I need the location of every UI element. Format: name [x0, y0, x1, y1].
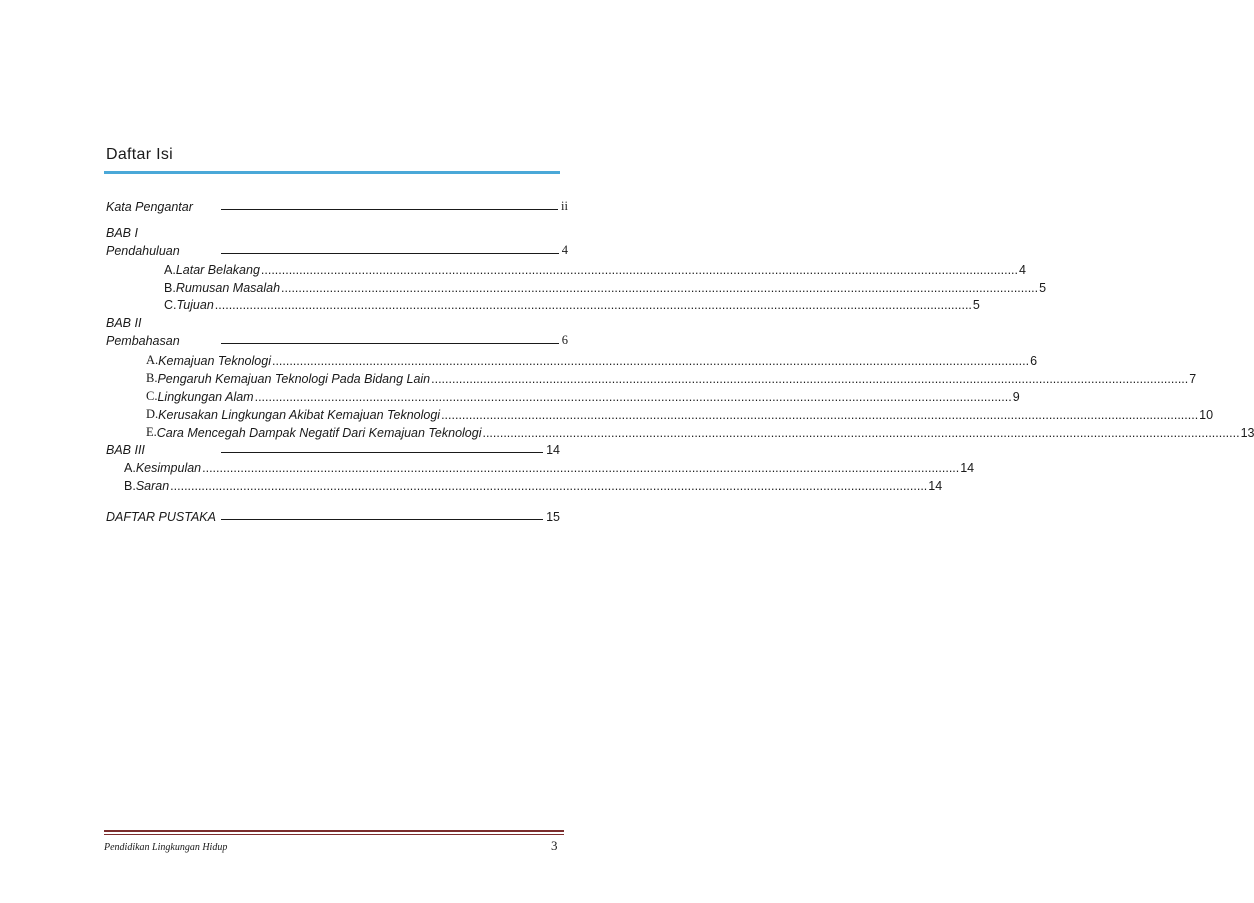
toc-page: 5 [972, 298, 980, 312]
toc-page: 14 [928, 479, 943, 493]
toc-leader: .......................................................................................................................................................................................................................... [441, 408, 1199, 422]
toc-page: 14 [960, 461, 975, 475]
toc-entry-lingkungan-alam[interactable] [146, 389, 1020, 404]
toc-entry-daftar-pustaka[interactable] [106, 510, 560, 524]
toc-entry-latar-belakang[interactable] [164, 263, 1026, 277]
toc-marker: A. [164, 263, 176, 277]
toc-page: ii [561, 199, 568, 213]
toc-label: Rumusan Masalah [175, 281, 281, 295]
toc-page: 15 [546, 510, 560, 524]
toc-leader: .......................................................................................................................................................................................................................... [431, 372, 1189, 386]
toc-entry-tujuan[interactable] [164, 298, 980, 312]
toc-label: Cara Mencegah Dampak Negatif Dari Kemajuan Teknologi [156, 426, 482, 440]
toc-entry-saran[interactable] [124, 479, 943, 493]
toc-marker: C. [146, 389, 158, 403]
footer-divider-thin [104, 834, 564, 835]
toc-entry-bab3[interactable] [106, 443, 560, 457]
toc-marker: A. [124, 461, 136, 475]
toc-leader: .......................................................................................................................................................................................................................... [254, 390, 1012, 404]
toc-label: Kemajuan Teknologi [158, 354, 271, 368]
toc-label: DAFTAR PUSTAKA [106, 510, 216, 524]
toc-underline [221, 209, 558, 210]
toc-marker: D. [146, 407, 159, 421]
toc-marker: C. [164, 298, 177, 312]
toc-page: 13 [1240, 426, 1254, 440]
footer-divider [104, 830, 564, 832]
page-title: Daftar Isi [106, 146, 174, 163]
toc-label: Kata Pengantar [106, 200, 193, 214]
toc-label: Pengaruh Kemajuan Teknologi Pada Bidang Lain [157, 372, 431, 386]
toc-label: Tujuan [176, 298, 214, 312]
toc-page: 4 [1019, 263, 1026, 277]
toc-label: Kerusakan Lingkungan Akibat Kemajuan Teknologi [158, 408, 441, 422]
toc-leader: .......................................................................................................................................................................................................................... [260, 263, 1018, 277]
toc-page: 14 [546, 443, 560, 457]
toc-label: Kesimpulan [135, 461, 202, 475]
toc-underline [221, 519, 543, 520]
toc-entry-rumusan-masalah[interactable] [164, 281, 1047, 295]
toc-entry-kerusakan-lingkungan[interactable] [146, 407, 1214, 422]
page-number: 3 [551, 838, 558, 853]
toc-label: BAB III [106, 443, 145, 457]
toc-entry-cara-mencegah[interactable] [146, 425, 1254, 440]
toc-marker: B. [164, 281, 176, 295]
toc-entry-kata-pengantar[interactable] [106, 199, 568, 214]
toc-label: Lingkungan Alam [157, 390, 254, 404]
toc-leader: .......................................................................................................................................................................................................................... [281, 281, 1039, 295]
toc-page: 10 [1199, 408, 1214, 422]
toc-entry-kemajuan-teknologi[interactable] [146, 353, 1038, 368]
toc-underline [221, 343, 559, 344]
toc-underline [221, 253, 559, 254]
toc-page: 7 [1189, 372, 1197, 386]
toc-entry-pengaruh-kemajuan[interactable] [146, 371, 1197, 386]
chapter-label-bab2: BAB II [106, 316, 142, 330]
toc-marker: E. [146, 425, 157, 439]
toc-entry-pendahuluan[interactable] [106, 243, 568, 258]
toc-entry-kesimpulan[interactable] [124, 461, 975, 475]
toc-marker: A. [146, 353, 159, 367]
toc-entry-pembahasan[interactable] [106, 333, 568, 348]
toc-leader: .......................................................................................................................................................................................................................... [271, 354, 1030, 368]
toc-leader: .......................................................................................................................................................................................................................... [214, 298, 972, 312]
toc-leader: .......................................................................................................................................................................................................................... [170, 479, 928, 493]
toc-label: Pembahasan [106, 334, 180, 348]
toc-page: 5 [1039, 281, 1047, 295]
toc-label: Saran [135, 479, 170, 493]
toc-underline [221, 452, 543, 453]
toc-marker: B. [124, 479, 136, 493]
toc-page: 9 [1012, 390, 1020, 404]
toc-page: 6 [561, 333, 568, 347]
toc-leader: .......................................................................................................................................................................................................................... [202, 461, 960, 475]
footer-title: Pendidikan Lingkungan Hidup [104, 842, 228, 853]
toc-marker: B. [146, 371, 158, 385]
toc-leader: .......................................................................................................................................................................................................................... [482, 426, 1240, 440]
toc-page: 6 [1030, 354, 1038, 368]
toc-label: Latar Belakang [175, 263, 260, 277]
title-underline [104, 171, 560, 174]
chapter-label-bab1: BAB I [106, 226, 138, 240]
toc-label: Pendahuluan [106, 244, 180, 258]
toc-page: 4 [561, 243, 568, 257]
